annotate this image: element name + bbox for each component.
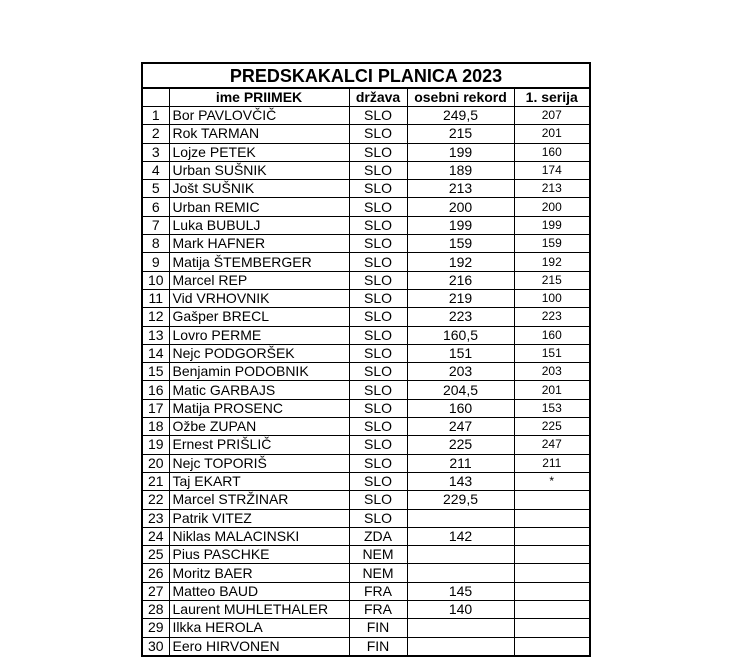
header-country: država xyxy=(349,88,407,107)
row-record: 213 xyxy=(407,180,514,198)
header-name: ime PRIIMEK xyxy=(169,88,349,107)
row-country: SLO xyxy=(349,161,407,179)
row-number: 30 xyxy=(142,637,169,656)
row-number: 17 xyxy=(142,399,169,417)
row-series1: 211 xyxy=(514,454,590,472)
table-row xyxy=(142,601,590,619)
row-country: FRA xyxy=(349,582,407,600)
row-record: 229,5 xyxy=(407,491,514,509)
row-number: 7 xyxy=(142,216,169,234)
row-series1: 100 xyxy=(514,289,590,307)
row-name: Mark HAFNER xyxy=(169,235,349,253)
table-row xyxy=(142,235,590,253)
table-row xyxy=(142,527,590,545)
row-record: 225 xyxy=(407,436,514,454)
row-name: Ernest PRIŠLIČ xyxy=(169,436,349,454)
row-record: 142 xyxy=(407,527,514,545)
row-country: NEM xyxy=(349,564,407,582)
row-country: SLO xyxy=(349,399,407,417)
row-series1 xyxy=(514,491,590,509)
row-number: 15 xyxy=(142,363,169,381)
row-name: Nejc PODGORŠEK xyxy=(169,344,349,362)
row-country: ZDA xyxy=(349,527,407,545)
row-number: 19 xyxy=(142,436,169,454)
row-country: NEM xyxy=(349,546,407,564)
table-row xyxy=(142,436,590,454)
row-name: Ilkka HEROLA xyxy=(169,619,349,637)
row-number: 8 xyxy=(142,235,169,253)
row-series1: 159 xyxy=(514,235,590,253)
row-record: 159 xyxy=(407,235,514,253)
row-name: Rok TARMAN xyxy=(169,125,349,143)
table-row xyxy=(142,289,590,307)
row-name: Gašper BRECL xyxy=(169,308,349,326)
table-row xyxy=(142,454,590,472)
row-number: 27 xyxy=(142,582,169,600)
row-name: Ožbe ZUPAN xyxy=(169,418,349,436)
header-number xyxy=(142,88,169,107)
row-number: 1 xyxy=(142,107,169,125)
row-name: Matteo BAUD xyxy=(169,582,349,600)
row-country: SLO xyxy=(349,454,407,472)
table-row xyxy=(142,582,590,600)
table-row xyxy=(142,546,590,564)
row-name: Matic GARBAJS xyxy=(169,381,349,399)
row-name: Matija PROSENC xyxy=(169,399,349,417)
row-record: 160 xyxy=(407,399,514,417)
row-country: FIN xyxy=(349,619,407,637)
row-name: Jošt SUŠNIK xyxy=(169,180,349,198)
row-series1 xyxy=(514,527,590,545)
row-series1: 151 xyxy=(514,344,590,362)
row-record: 223 xyxy=(407,308,514,326)
row-series1: 200 xyxy=(514,198,590,216)
row-series1 xyxy=(514,546,590,564)
row-country: SLO xyxy=(349,271,407,289)
row-number: 28 xyxy=(142,601,169,619)
row-number: 29 xyxy=(142,619,169,637)
row-country: SLO xyxy=(349,216,407,234)
row-number: 6 xyxy=(142,198,169,216)
row-record: 199 xyxy=(407,143,514,161)
row-series1: 160 xyxy=(514,326,590,344)
table-row xyxy=(142,491,590,509)
row-country: FIN xyxy=(349,637,407,656)
row-name: Pius PASCHKE xyxy=(169,546,349,564)
row-country: SLO xyxy=(349,289,407,307)
table-row xyxy=(142,107,590,125)
row-number: 9 xyxy=(142,253,169,271)
row-record: 216 xyxy=(407,271,514,289)
row-name: Vid VRHOVNIK xyxy=(169,289,349,307)
row-country: SLO xyxy=(349,472,407,490)
row-record: 247 xyxy=(407,418,514,436)
table-row xyxy=(142,216,590,234)
row-record: 160,5 xyxy=(407,326,514,344)
row-name: Eero HIRVONEN xyxy=(169,637,349,656)
row-country: SLO xyxy=(349,198,407,216)
row-name: Laurent MUHLETHALER xyxy=(169,601,349,619)
row-number: 21 xyxy=(142,472,169,490)
row-series1: 213 xyxy=(514,180,590,198)
row-record xyxy=(407,637,514,656)
row-series1: 223 xyxy=(514,308,590,326)
row-record: 211 xyxy=(407,454,514,472)
jumpers-sheet xyxy=(141,62,589,657)
row-record: 143 xyxy=(407,472,514,490)
row-country: SLO xyxy=(349,381,407,399)
row-name: Matija ŠTEMBERGER xyxy=(169,253,349,271)
row-number: 26 xyxy=(142,564,169,582)
row-series1: 174 xyxy=(514,161,590,179)
table-row xyxy=(142,143,590,161)
table-row xyxy=(142,363,590,381)
row-name: Nejc TOPORIŠ xyxy=(169,454,349,472)
table-row xyxy=(142,418,590,436)
forerunners-table xyxy=(141,62,591,657)
table-row xyxy=(142,198,590,216)
row-number: 25 xyxy=(142,546,169,564)
row-name: Urban SUŠNIK xyxy=(169,161,349,179)
row-record: 145 xyxy=(407,582,514,600)
row-series1: 225 xyxy=(514,418,590,436)
table-row xyxy=(142,326,590,344)
row-country: SLO xyxy=(349,509,407,527)
row-number: 3 xyxy=(142,143,169,161)
row-series1: 201 xyxy=(514,381,590,399)
row-name: Moritz BAER xyxy=(169,564,349,582)
row-country: SLO xyxy=(349,363,407,381)
header-series1: 1. serija xyxy=(514,88,590,107)
row-number: 23 xyxy=(142,509,169,527)
row-series1: 160 xyxy=(514,143,590,161)
table-row xyxy=(142,472,590,490)
row-name: Luka BUBULJ xyxy=(169,216,349,234)
row-series1: * xyxy=(514,472,590,490)
row-record: 199 xyxy=(407,216,514,234)
row-name: Lovro PERME xyxy=(169,326,349,344)
row-record: 192 xyxy=(407,253,514,271)
row-country: SLO xyxy=(349,107,407,125)
row-record xyxy=(407,564,514,582)
row-country: SLO xyxy=(349,436,407,454)
table-title: PREDSKAKALCI PLANICA 2023 xyxy=(142,63,590,88)
row-name: Bor PAVLOVČIČ xyxy=(169,107,349,125)
row-name: Marcel STRŽINAR xyxy=(169,491,349,509)
table-row xyxy=(142,564,590,582)
row-number: 12 xyxy=(142,308,169,326)
row-number: 14 xyxy=(142,344,169,362)
row-record xyxy=(407,619,514,637)
row-record: 249,5 xyxy=(407,107,514,125)
row-number: 5 xyxy=(142,180,169,198)
row-name: Marcel REP xyxy=(169,271,349,289)
row-number: 13 xyxy=(142,326,169,344)
row-country: SLO xyxy=(349,180,407,198)
row-number: 18 xyxy=(142,418,169,436)
row-series1 xyxy=(514,582,590,600)
row-series1 xyxy=(514,509,590,527)
row-country: SLO xyxy=(349,253,407,271)
row-series1 xyxy=(514,564,590,582)
table-row xyxy=(142,180,590,198)
table-row xyxy=(142,637,590,656)
row-name: Lojze PETEK xyxy=(169,143,349,161)
row-number: 10 xyxy=(142,271,169,289)
row-record: 215 xyxy=(407,125,514,143)
row-number: 24 xyxy=(142,527,169,545)
row-record: 151 xyxy=(407,344,514,362)
row-number: 2 xyxy=(142,125,169,143)
row-number: 11 xyxy=(142,289,169,307)
row-number: 4 xyxy=(142,161,169,179)
table-row xyxy=(142,344,590,362)
row-country: SLO xyxy=(349,125,407,143)
table-row xyxy=(142,619,590,637)
table-row xyxy=(142,308,590,326)
row-series1 xyxy=(514,637,590,656)
row-record xyxy=(407,546,514,564)
table-row xyxy=(142,125,590,143)
row-series1 xyxy=(514,601,590,619)
row-country: SLO xyxy=(349,491,407,509)
row-name: Niklas MALACINSKI xyxy=(169,527,349,545)
row-series1: 207 xyxy=(514,107,590,125)
row-country: SLO xyxy=(349,344,407,362)
row-series1: 192 xyxy=(514,253,590,271)
table-row xyxy=(142,509,590,527)
row-number: 16 xyxy=(142,381,169,399)
table-row xyxy=(142,161,590,179)
row-country: SLO xyxy=(349,308,407,326)
table-row xyxy=(142,271,590,289)
row-country: SLO xyxy=(349,143,407,161)
row-record: 204,5 xyxy=(407,381,514,399)
row-series1: 153 xyxy=(514,399,590,417)
row-name: Taj EKART xyxy=(169,472,349,490)
table-row xyxy=(142,253,590,271)
row-record: 203 xyxy=(407,363,514,381)
row-record: 140 xyxy=(407,601,514,619)
row-name: Patrik VITEZ xyxy=(169,509,349,527)
row-country: SLO xyxy=(349,326,407,344)
row-series1: 199 xyxy=(514,216,590,234)
row-number: 20 xyxy=(142,454,169,472)
row-record: 200 xyxy=(407,198,514,216)
row-record: 219 xyxy=(407,289,514,307)
row-series1: 215 xyxy=(514,271,590,289)
row-country: SLO xyxy=(349,418,407,436)
row-series1: 203 xyxy=(514,363,590,381)
row-number: 22 xyxy=(142,491,169,509)
row-series1: 247 xyxy=(514,436,590,454)
table-row xyxy=(142,381,590,399)
row-name: Urban REMIC xyxy=(169,198,349,216)
row-country: FRA xyxy=(349,601,407,619)
row-record: 189 xyxy=(407,161,514,179)
header-record: osebni rekord xyxy=(407,88,514,107)
row-series1 xyxy=(514,619,590,637)
row-series1: 201 xyxy=(514,125,590,143)
row-record xyxy=(407,509,514,527)
row-country: SLO xyxy=(349,235,407,253)
table-row xyxy=(142,399,590,417)
row-name: Benjamin PODOBNIK xyxy=(169,363,349,381)
